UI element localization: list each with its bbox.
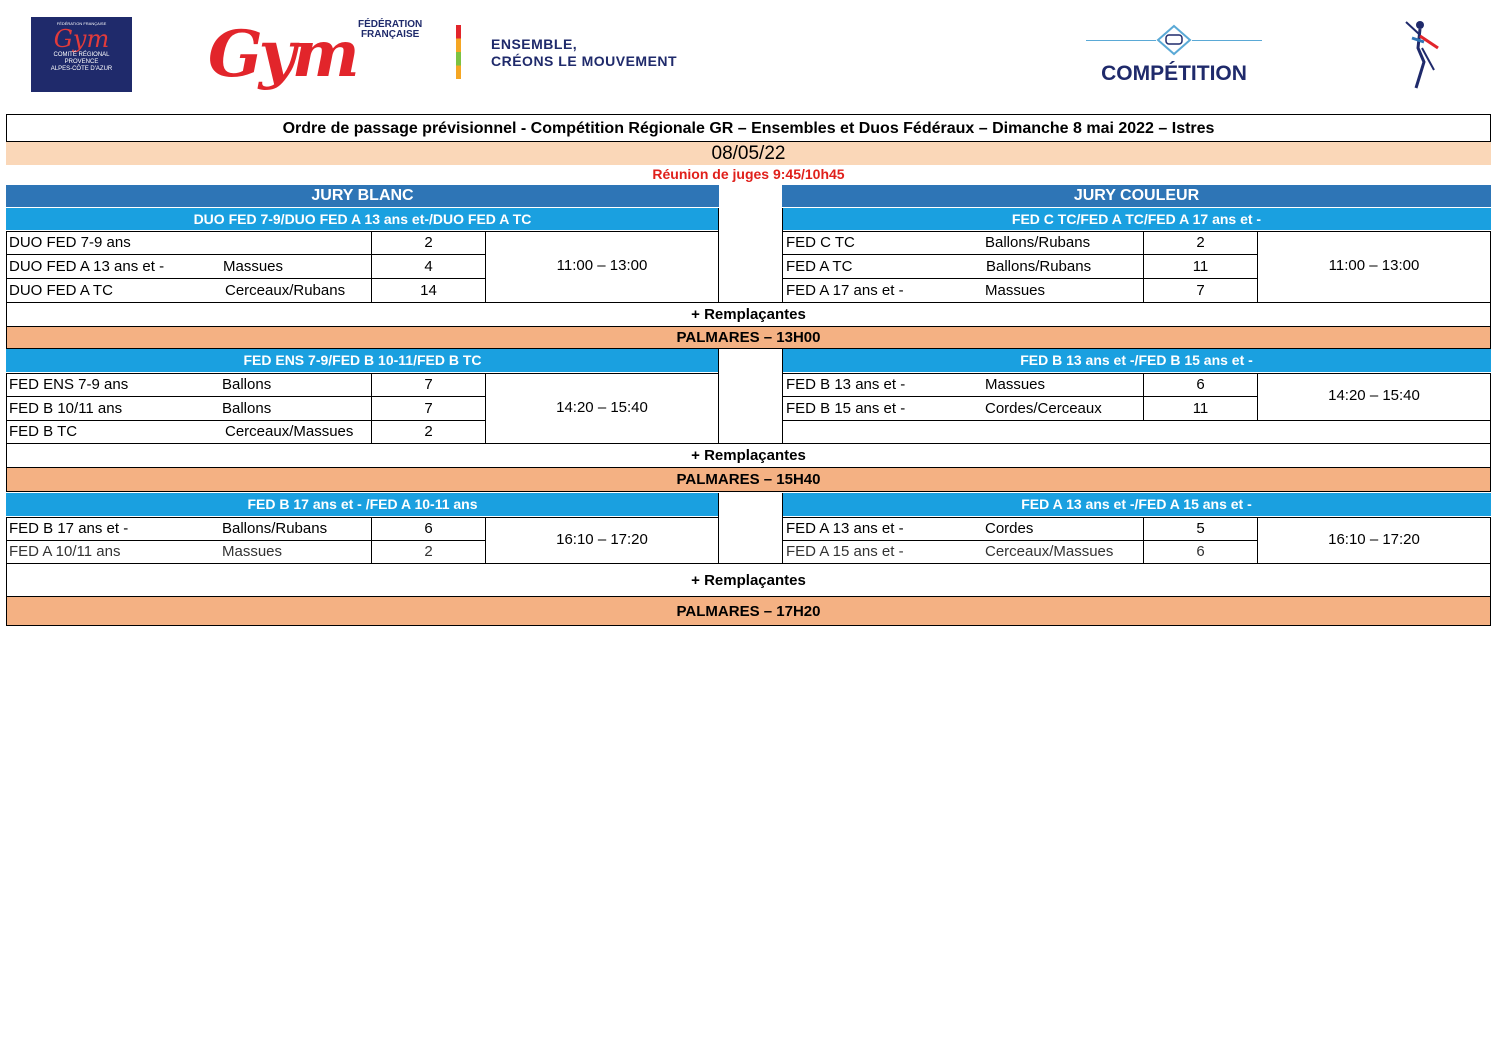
apparatus-cell: Massues (222, 543, 283, 560)
ffgym-logo-federation: FÉDÉRATION FRANÇAISE (358, 19, 423, 40)
competition-logo-word: COMPÉTITION (1101, 62, 1247, 85)
cr-logo-line-1: COMITÉ RÉGIONAL (53, 52, 110, 58)
group-header: FED B 17 ans et - /FED A 10-11 ans (6, 493, 719, 516)
substitutes-row: + Remplaçantes (6, 563, 1491, 597)
palmares-row: PALMARES – 17H20 (6, 596, 1491, 626)
apparatus-cell: Massues (223, 258, 284, 275)
count-cell: 6 (424, 520, 433, 537)
logo-color-bar (456, 25, 461, 79)
ffgym-logo-word: Gym (208, 17, 356, 92)
count-cell: 11 (1192, 400, 1209, 417)
group-header: FED A 13 ans et -/FED A 15 ans et - (782, 493, 1491, 516)
time-slot: 14:20 – 15:40 (1328, 387, 1420, 404)
category-cell: FED B 15 ans et - (786, 400, 906, 417)
count-cell: 6 (1196, 376, 1205, 393)
count-cell: 7 (424, 400, 433, 417)
apparatus-cell (223, 232, 369, 254)
count-cell: 11 (1192, 258, 1209, 275)
count-cell: 2 (424, 234, 433, 251)
count-cell: 6 (1196, 543, 1205, 560)
apparatus-cell: Ballons (222, 376, 272, 393)
competition-logo-rule-left (1086, 40, 1156, 41)
count-cell: 5 (1196, 520, 1205, 537)
jury-couleur-header: JURY COULEUR (782, 185, 1491, 207)
slogan (491, 36, 677, 70)
slogan-line-2: CRÉONS LE MOUVEMENT (491, 53, 678, 69)
apparatus-cell: Cerceaux/Massues (225, 423, 354, 440)
palmares-row: PALMARES – 15H40 (6, 467, 1491, 492)
count-cell: 2 (1196, 234, 1205, 251)
apparatus-cell: Ballons (222, 400, 272, 417)
category-cell: FED A TC (786, 258, 853, 275)
time-slot: 11:00 – 13:00 (556, 257, 648, 274)
date-band: 08/05/22 (6, 142, 1491, 165)
category-cell: FED B 10/11 ans (9, 400, 123, 417)
category-cell: FED B 13 ans et - (786, 376, 906, 393)
time-slot: 16:10 – 17:20 (1328, 531, 1420, 548)
category-cell: FED B TC (9, 423, 78, 440)
category-cell: FED A 15 ans et - (786, 543, 904, 560)
apparatus-cell: Ballons/Rubans (222, 520, 328, 537)
count-cell: 7 (1196, 282, 1205, 299)
judges-meeting: Réunion de juges 9:45/10h45 (652, 166, 845, 182)
cr-logo-top: FÉDÉRATION FRANÇAISE (56, 21, 107, 26)
group-header: FED C TC/FED A TC/FED A 17 ans et - (782, 208, 1491, 230)
substitutes-row: + Remplaçantes (6, 302, 1491, 327)
substitutes-row: + Remplaçantes (6, 443, 1491, 468)
count-cell: 7 (424, 376, 433, 393)
cr-logo-line-3: ALPES-CÔTE D'AZUR (50, 66, 113, 72)
apparatus-cell: Massues (985, 282, 1046, 299)
regional-committee-logo (31, 17, 132, 92)
apparatus-cell: Ballons/Rubans (986, 258, 1092, 275)
schedule-title: Ordre de passage prévisionnel - Compétition Régionale GR – Ensembles et Duos Fédéraux – Dimanche 8 mai 2022 – Istres (6, 114, 1491, 142)
apparatus-cell: Cerceaux/Massues (985, 543, 1114, 560)
category-cell: FED B 17 ans et - (9, 520, 129, 537)
group-header: FED ENS 7-9/FED B 10-11/FED B TC (6, 349, 719, 372)
apparatus-cell: Massues (985, 376, 1046, 393)
competition-emblem-icon (1156, 24, 1192, 56)
count-cell: 2 (424, 423, 433, 440)
ffgym-logo (208, 17, 468, 92)
group-header: FED B 13 ans et -/FED B 15 ans et - (782, 349, 1491, 372)
slogan-line-1: ENSEMBLE, (491, 36, 578, 52)
group-header: DUO FED 7-9/DUO FED A 13 ans et-/DUO FED A TC (6, 208, 719, 230)
category-cell: FED C TC (786, 234, 855, 251)
competition-logo (1066, 22, 1282, 86)
category-cell: DUO FED 7-9 ans (9, 234, 131, 251)
apparatus-cell: Cordes/Cerceaux (985, 400, 1102, 417)
category-cell: FED ENS 7-9 ans (9, 376, 129, 393)
palmares-row: PALMARES – 13H00 (6, 326, 1491, 349)
count-cell: 4 (424, 258, 433, 275)
category-cell: DUO FED A TC (9, 282, 113, 299)
category-cell: FED A 10/11 ans (9, 543, 121, 560)
apparatus-cell: Cerceaux/Rubans (225, 282, 346, 299)
count-cell: 2 (424, 543, 433, 560)
time-slot: 14:20 – 15:40 (556, 399, 648, 416)
jury-blanc-header: JURY BLANC (6, 185, 719, 207)
count-cell: 14 (420, 282, 437, 299)
gymnast-figure-icon (1400, 18, 1446, 90)
category-cell: FED A 17 ans et - (786, 282, 904, 299)
category-cell: FED A 13 ans et - (786, 520, 904, 537)
time-slot: 16:10 – 17:20 (556, 531, 648, 548)
apparatus-cell: Cordes (985, 520, 1034, 537)
cr-logo-word: Gym (53, 25, 110, 53)
cr-logo-line-2: PROVENCE (64, 59, 99, 65)
time-slot: 11:00 – 13:00 (1328, 257, 1420, 274)
category-cell: DUO FED A 13 ans et - (9, 258, 165, 275)
competition-logo-rule-right (1192, 40, 1262, 41)
apparatus-cell: Ballons/Rubans (985, 234, 1091, 251)
